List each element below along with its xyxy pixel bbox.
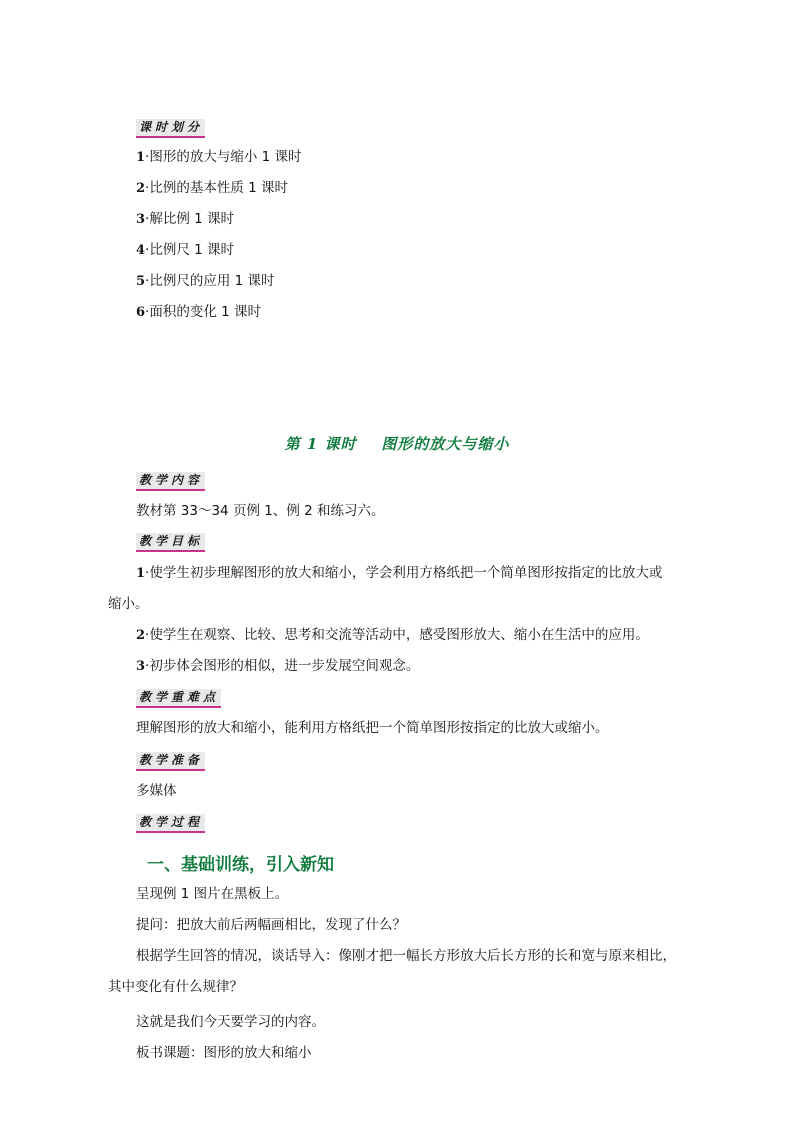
lesson-title: 第 1 课时 图形的放大与缩小	[284, 435, 510, 453]
process-heading: 一、基础训练，引入新知	[147, 855, 334, 875]
division-item-3	[136, 210, 234, 229]
process-paragraph-4: 这就是我们今天要学习的内容。	[136, 1014, 325, 1030]
section-tag-goals: 教学目标	[136, 533, 205, 552]
preparation-text: 多媒体	[136, 783, 177, 799]
item-number: 3	[136, 212, 146, 227]
section-tag-division: 课时划分	[136, 119, 205, 138]
section-tag-content: 教学内容	[136, 472, 205, 491]
item-text: ·解比例 1 课时	[145, 211, 235, 227]
division-item-1	[136, 148, 302, 167]
goal-item-2	[136, 626, 649, 645]
item-number: 5	[136, 274, 146, 289]
item-number: 2	[136, 181, 146, 196]
item-text: ·比例的基本性质 1 课时	[145, 180, 289, 196]
division-item-6	[136, 303, 261, 322]
section-tag-preparation: 教学准备	[136, 752, 205, 771]
item-text: ·比例尺 1 课时	[145, 242, 235, 258]
item-number: 1	[136, 150, 146, 165]
content-text: 教材第 33～34 页例 1、例 2 和练习六。	[136, 503, 385, 519]
division-item-4	[136, 241, 234, 260]
section-tag-keypoints: 教学重难点	[136, 689, 221, 708]
goal-item-1	[136, 564, 662, 583]
process-paragraph-3: 根据学生回答的情况，谈话导入：像刚才把一幅长方形放大后长方形的长和宽与原来相比，	[136, 948, 676, 964]
item-number: 4	[136, 243, 146, 258]
process-paragraph-2: 提问：把放大前后两幅画相比，发现了什么？	[136, 917, 406, 933]
item-text: ·面积的变化 1 课时	[145, 304, 262, 320]
item-number: 6	[136, 305, 146, 320]
item-text: ·比例尺的应用 1 课时	[145, 273, 275, 289]
division-item-2	[136, 179, 288, 198]
item-number: 1	[136, 566, 146, 581]
division-item-5	[136, 272, 275, 291]
item-text: ·使学生初步理解图形的放大和缩小，学会利用方格纸把一个简单图形按指定的比放大或	[145, 565, 663, 581]
item-number: 3	[136, 659, 146, 674]
section-tag-process: 教学过程	[136, 814, 205, 833]
process-paragraph-3-continuation: 其中变化有什么规律？	[108, 979, 243, 995]
process-paragraph-1: 呈现例 1 图片在黑板上。	[136, 886, 289, 902]
item-number: 2	[136, 628, 146, 643]
process-paragraph-5: 板书课题：图形的放大和缩小	[136, 1045, 312, 1061]
item-text: ·图形的放大与缩小 1 课时	[145, 149, 302, 165]
goal-item-3	[136, 657, 419, 676]
item-text: ·使学生在观察、比较、思考和交流等活动中，感受图形放大、缩小在生活中的应用。	[145, 627, 649, 643]
keypoints-text: 理解图形的放大和缩小，能利用方格纸把一个简单图形按指定的比放大或缩小。	[136, 720, 609, 736]
item-text: ·初步体会图形的相似，进一步发展空间观念。	[145, 658, 420, 674]
goal-item-1-continuation: 缩小。	[108, 596, 149, 612]
